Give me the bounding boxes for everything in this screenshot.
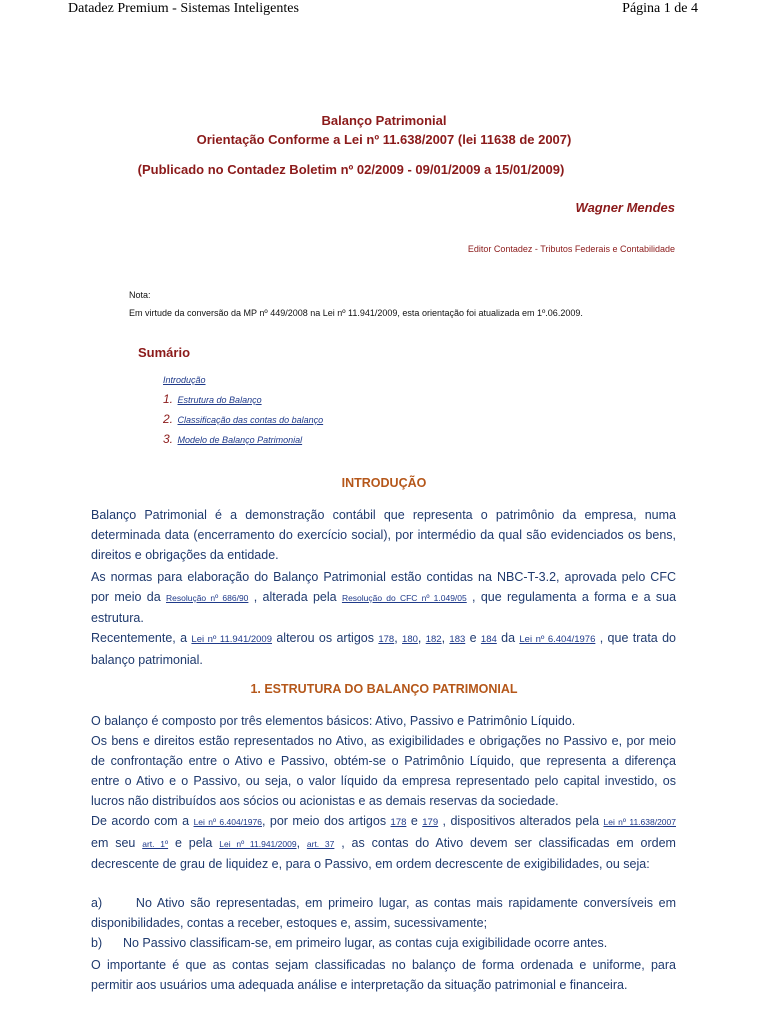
section1-paragraph-4: O importante é que as contas sejam classificadas no balanço de forma ordenada e uniforme, para permitir aos usuários uma adequada análise e interpretação da situação patrimonial e financeira. bbox=[91, 958, 676, 992]
intro-paragraph-2 bbox=[91, 567, 676, 628]
section1-paragraph-2: Os bens e direitos estão representados no Ativo, as exigibilidades e obrigações no Passivo e, por meio de confrontação entre o Ativo e Passivo, obtém-se o Patrimônio Líquido, que representa a diferença entre o Ativo e o Passivo, ou seja, o valor líquido da empresa representado pelo capital investido, os lucros não distribuídos aos sócios ou acionistas e as demais reservas da sociedade. bbox=[91, 734, 676, 808]
toc-link-estrutura[interactable]: Estrutura do Balanço bbox=[177, 395, 262, 405]
link-lei-11941[interactable]: Lei nº 11.941/2009 bbox=[191, 634, 273, 645]
text: , dispositivos alterados pela bbox=[438, 814, 604, 828]
text: alterou os artigos bbox=[272, 631, 379, 645]
toc-number: 2. bbox=[163, 412, 174, 426]
toc-link-modelo[interactable]: Modelo de Balanço Patrimonial bbox=[177, 435, 303, 445]
link-art-179[interactable]: 179 bbox=[422, 817, 439, 828]
text: , alterada pela bbox=[248, 590, 342, 604]
link-lei-6404[interactable]: Lei nº 6.404/1976 bbox=[519, 634, 596, 645]
text: e bbox=[465, 631, 481, 645]
intro-heading: INTRODUÇÃO bbox=[341, 476, 427, 490]
header-page-number: Página 1 de 4 bbox=[622, 1, 698, 16]
doc-subtitle: Orientação Conforme a Lei nº 11.638/2007 (lei 11638 de 2007) bbox=[196, 132, 572, 147]
doc-editor: Editor Contadez - Tributos Federais e Contabilidade bbox=[467, 244, 675, 254]
text: , por meio dos artigos bbox=[261, 814, 391, 828]
link-art-182[interactable]: 182 bbox=[425, 634, 442, 645]
text: e pela bbox=[168, 836, 220, 850]
link-art-37[interactable]: art. 37 bbox=[306, 839, 335, 849]
link-art-1[interactable]: art. 1º bbox=[142, 839, 169, 849]
section1-paragraph-3 bbox=[91, 811, 676, 874]
doc-author: Wagner Mendes bbox=[575, 200, 675, 215]
link-resolucao-686[interactable]: Resolução nº 686/90 bbox=[166, 593, 249, 603]
section1-heading: 1. ESTRUTURA DO BALANÇO PATRIMONIAL bbox=[250, 682, 518, 696]
text: De acordo com a bbox=[91, 814, 194, 828]
toc-item-2 bbox=[163, 412, 323, 426]
section1-paragraph-1: O balanço é composto por três elementos básicos: Ativo, Passivo e Patrimônio Líquido. bbox=[91, 714, 576, 728]
text: Recentemente, a bbox=[91, 631, 192, 645]
page-header bbox=[0, 0, 768, 20]
nota-label: Nota: bbox=[129, 290, 151, 300]
link-art-178[interactable]: 178 bbox=[390, 817, 407, 828]
toc-intro bbox=[163, 375, 206, 385]
toc-link-classificacao[interactable]: Classificação das contas do balanço bbox=[177, 415, 324, 425]
link-resolucao-1049[interactable]: Resolução do CFC nº 1.049/05 bbox=[341, 593, 467, 603]
link-art-183[interactable]: 183 bbox=[449, 634, 466, 645]
intro-paragraph-1: Balanço Patrimonial é a demonstração contábil que representa o patrimônio da empresa, numa determinada data (encerramento do exercício social), por intermédio da qual são evidenciados os bens, direitos e obrigações da entidade. bbox=[91, 508, 676, 562]
toc-number: 3. bbox=[163, 432, 174, 446]
toc-item-1 bbox=[163, 392, 262, 406]
toc-item-3 bbox=[163, 432, 302, 446]
text: em seu bbox=[91, 836, 143, 850]
header-site-name: Datadez Premium - Sistemas Inteligentes bbox=[68, 1, 299, 16]
toc-number: 1. bbox=[163, 392, 174, 406]
doc-title: Balanço Patrimonial bbox=[321, 113, 447, 128]
text: , as contas do Ativo devem ser classificadas em ordem decrescente de grau de liquidez e, para o Passivo, em ordem decrescente de exigibilidades, ou seja: bbox=[91, 836, 676, 871]
summary-title: Sumário bbox=[138, 345, 191, 360]
text: , bbox=[296, 836, 307, 850]
text: , que trata do balanço patrimonial. bbox=[91, 631, 676, 667]
nota-text: Em virtude da conversão da MP nº 449/2008 na Lei nº 11.941/2009, esta orientação foi atualizada em 1º.06.2009. bbox=[129, 308, 583, 318]
link-lei-11941[interactable]: Lei nº 11.941/2009 bbox=[219, 839, 297, 849]
link-lei-11638[interactable]: Lei nº 11.638/2007 bbox=[603, 817, 676, 827]
text: da bbox=[496, 631, 520, 645]
link-art-184[interactable]: 184 bbox=[480, 634, 497, 645]
link-art-178[interactable]: 178 bbox=[378, 634, 395, 645]
intro-paragraph-3: Recentemente, a Lei nº 11.941/2009 alterou os artigos 178, 180, 182, 183 e 184 da Lei nº 6.404/1976 , que trata do balanço patrimonial. bbox=[91, 631, 676, 667]
text: e bbox=[406, 814, 423, 828]
text: , que regulamenta a forma e a sua estrutura. bbox=[91, 590, 677, 625]
link-art-180[interactable]: 180 bbox=[402, 634, 418, 645]
toc-intro-link[interactable]: Introdução bbox=[163, 375, 206, 385]
doc-publication: (Publicado no Contadez Boletim nº 02/2009 - 09/01/2009 a 15/01/2009) bbox=[137, 162, 565, 177]
section1-item-a: a) No Ativo são representadas, em primeiro lugar, as contas mais rapidamente conversíveis em disponibilidades, contas a receber, estoques e, assim, sucessivamente; bbox=[91, 896, 680, 930]
section1-item-b: b) No Passivo classificam-se, em primeiro lugar, as contas cuja exigibilidade ocorre antes. bbox=[91, 936, 608, 950]
text: As normas para elaboração do Balanço Patrimonial estão contidas na NBC-T-3.2, aprovada pelo CFC por meio da bbox=[91, 570, 676, 604]
link-lei-6404[interactable]: Lei nº 6.404/1976 bbox=[193, 817, 262, 827]
